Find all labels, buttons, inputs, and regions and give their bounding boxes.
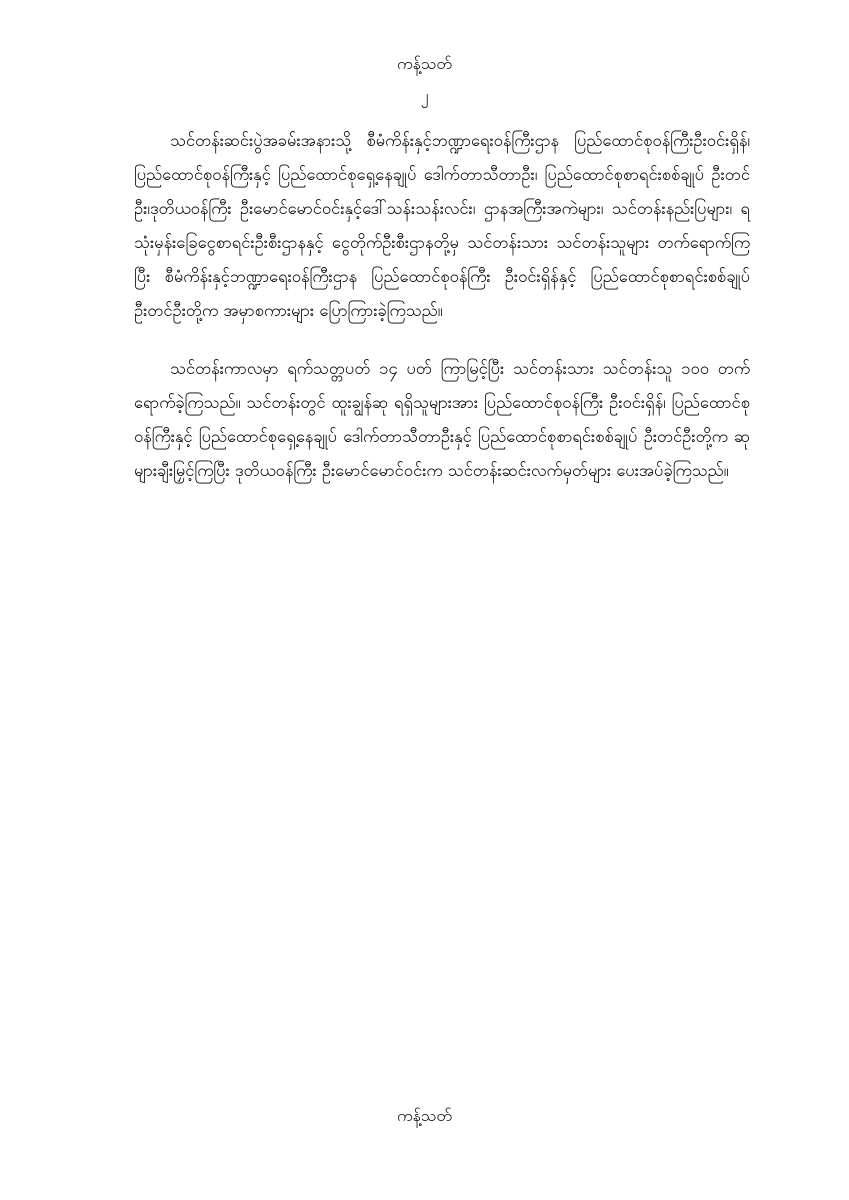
header-classification: ကန့်သတ် <box>397 54 452 73</box>
footer-classification: ကန့်သတ် <box>397 1106 452 1125</box>
paragraph-awards: သင်တန်းကာလမှာ ရက်သတ္တပတ် ၁၄ ပတ် ကြာမြင့်ပြီး သင်တန်းသား သင်တန်းသူ ၁၀၀ တက်ရောက်ခဲ့ကြသည်။ သင်တန်းတွင် ထူးချွန်ဆု ရရှိသူများအား ပြည်ထောင်စုဝန်ကြီး ဦးဝင်းရှိန်၊ ပြည်ထောင်စုဝန်ကြီးနှင့် ပြည်ထောင်စုရှေ့နေချုပ် ဒေါက်တာသီတာဦးနှင့် ပြည်ထောင်စုစာရင်းစစ်ချုပ် ဦးတင်ဦးတို့က ဆုများချီးမြှင့်ကြပြီး ဒုတိယဝန်ကြီး ဦးမောင်မောင်ဝင်းက သင်တန်းဆင်းလက်မှတ်များ ပေးအပ်ခဲ့ကြသည်။ <box>134 359 750 480</box>
paragraph-ceremony: သင်တန်းဆင်းပွဲအခမ်းအနားသို့ စီမံကိန်းနှင့်ဘဏ္ဍာရေးဝန်ကြီးဌာန ပြည်ထောင်စုဝန်ကြီးဦးဝင်းရှိန်၊ ပြည်ထောင်စုဝန်ကြီးနှင့် ပြည်ထောင်စုရှေ့နေချုပ် ဒေါက်တာသီတာဦး၊ ပြည်ထောင်စုစာရင်းစစ်ချုပ် ဦးတင်ဦး၊ဒုတိယဝန်ကြီး ဦးမောင်မောင်ဝင်းနှင့်ဒေါ်သန်းသန်းလင်း၊ ဌာနအကြီးအကဲများ၊ သင်တန်းနည်းပြများ၊ ရသုံးမှန်းခြေငွေစာရင်းဦးစီးဌာနနှင့် ငွေတိုက်ဦးစီးဌာနတို့မှ သင်တန်းသား သင်တန်းသူများ တက်ရောက်ကြပြီး စီမံကိန်းနှင့်ဘဏ္ဍာရေးဝန်ကြီးဌာန ပြည်ထောင်စုဝန်ကြီး ဦးဝင်းရှိန်နှင့် ပြည်ထောင်စုစာရင်းစစ်ချုပ် ဦးတင်ဦးတို့က အမှာစကားများ ပြောကြားခဲ့ကြသည်။ <box>134 131 750 320</box>
document-body <box>134 124 750 512</box>
page-number: ၂ <box>420 86 429 105</box>
